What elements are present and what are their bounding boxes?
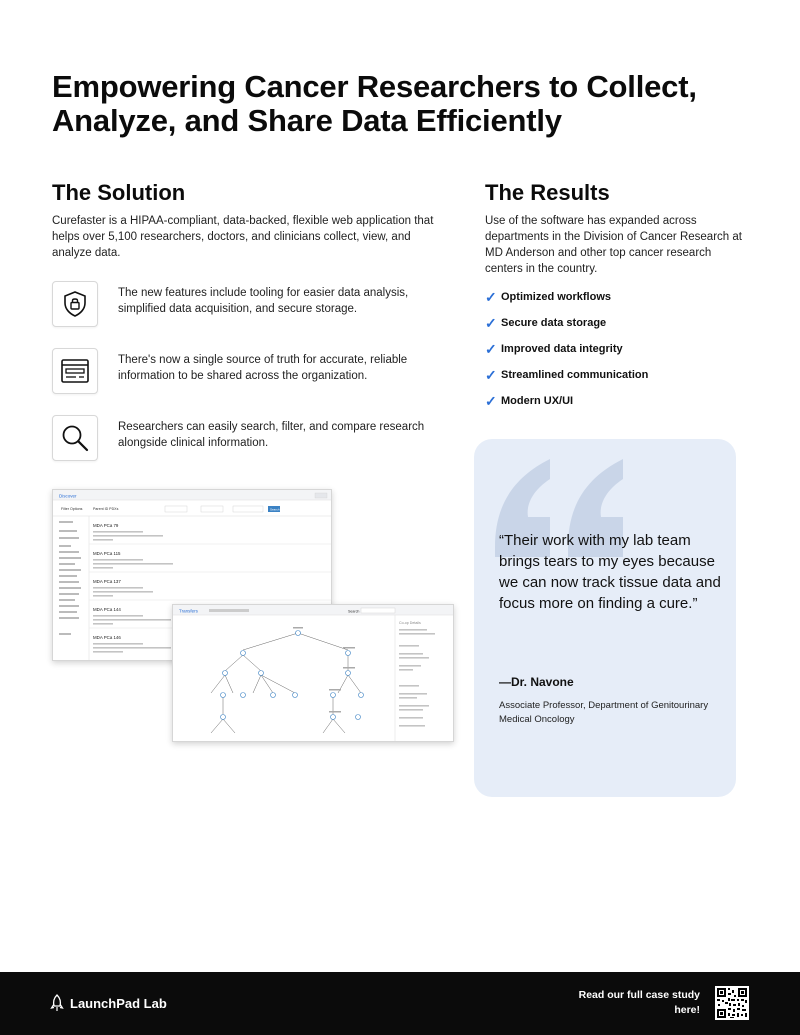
list-item: ✓ Secure data storage: [485, 314, 607, 331]
list-item: ✓ Improved data integrity: [485, 340, 623, 357]
quote-author: —Dr. Navone: [499, 675, 574, 689]
tree-app-label: Transfers: [179, 608, 198, 614]
rocket-icon: [50, 994, 64, 1012]
list-record: MDA PCa 79: [93, 523, 119, 528]
case-study-link[interactable]: Read our full case study here!: [578, 989, 700, 1016]
checkmark-icon: ✓: [485, 314, 497, 331]
list-item: ✓ Optimized workflows: [485, 288, 612, 305]
list-item: ✓ Streamlined communication: [485, 366, 649, 383]
magnifier-icon: [52, 415, 98, 461]
tree-screenshot-art: [173, 605, 453, 741]
list-app-label: Discover: [59, 493, 77, 499]
list-search-button: Search: [270, 507, 280, 512]
brand-logo[interactable]: [50, 994, 167, 1012]
quote-text: “Their work with my lab team brings tears to my eyes because we can now track tissue data and focus more on finding a cure.”: [499, 532, 721, 612]
testimonial-card: [474, 439, 736, 797]
feature-item-security: [52, 281, 452, 327]
results-intro: Use of the software has expanded across departments in the Division of Cancer Research at MD Anderson and other top cancer research centers in the country.: [485, 215, 742, 275]
list-record: MDA PCa 115: [93, 551, 121, 556]
brand-name: LaunchPad Lab: [70, 995, 167, 1011]
list-record: MDA PCa 144: [93, 607, 121, 612]
feature-text: Researchers can easily search, filter, and compare research alongside clinical information.: [118, 421, 425, 449]
list-filter-label: Filter Options: [61, 507, 83, 511]
window-layout-icon: [52, 348, 98, 394]
solution-intro: Curefaster is a HIPAA-compliant, data-backed, flexible web application that helps over 5,100 researchers, doctors, and clinicians collect, view, and analyze data.: [52, 215, 434, 259]
app-screenshot-tree: [172, 604, 454, 742]
qr-code[interactable]: [715, 986, 749, 1020]
list-record: MDA PCa 146: [93, 635, 121, 640]
results-list: [485, 284, 745, 414]
checkmark-icon: ✓: [485, 392, 497, 409]
checkmark-icon: ✓: [485, 340, 497, 357]
feature-item-search: [52, 415, 452, 461]
qr-code-icon: [715, 986, 749, 1020]
shield-lock-icon: [52, 281, 98, 327]
results-heading: The Results: [485, 180, 610, 205]
footer: [0, 972, 800, 1035]
quote-role: Associate Professor, Department of Genitourinary Medical Oncology: [499, 700, 709, 725]
feature-item-truth: [52, 348, 452, 394]
tree-search-button: Search: [348, 609, 360, 614]
list-column-label: Parent ID PDXs: [93, 507, 119, 511]
feature-text: The new features include tooling for easier data analysis, simplified data acquisition, and secure storage.: [118, 287, 409, 315]
checkmark-icon: ✓: [485, 288, 497, 305]
page-title: Empowering Cancer Researchers to Collect, Analyze, and Share Data Efficiently: [52, 69, 697, 138]
feature-text: There's now a single source of truth for accurate, reliable information to be shared across the organization.: [118, 354, 408, 382]
checkmark-icon: ✓: [485, 366, 497, 383]
list-item: ✓ Modern UX/UI: [485, 392, 574, 409]
list-record: MDA PCa 137: [93, 579, 121, 584]
tree-panel-title: Co-op Details: [399, 621, 421, 625]
solution-heading: The Solution: [52, 180, 186, 205]
